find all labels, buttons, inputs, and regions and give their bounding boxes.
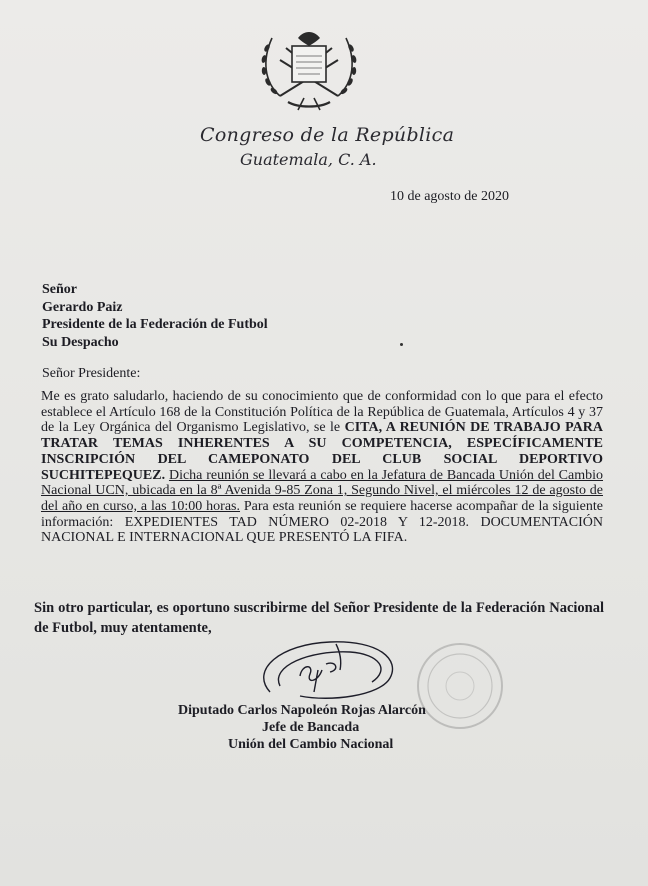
closing-paragraph: Sin otro particular, es oportuno suscribirme del Señor Presidente de la Federación Nacional de Futbol, muy atentamente, [34, 600, 604, 636]
handwritten-signature [240, 630, 410, 705]
salutation: Señor Presidente: [42, 366, 141, 381]
body-citation: CITA, A REUNIÓN DE TRABAJO PARA TRATAR TEMAS INHERENTES A SU COMPETENCIA, ESPECÍFICAMENTE INSCRIPCIÓN DEL CAMEPONATO DEL CLUB SOCIAL DEPORTIVO SUCHITEPEQUEZ. [41, 420, 603, 483]
coat-of-arms-seal [258, 26, 360, 112]
body-meeting-location: Dicha reunión se llevará a cabo en la Jefatura de Bancada Unión del Cambio Nacional UCN, ubicada en la 8ª Avenida 9-85 Zona 1, Segundo Nivel, el miércoles 12 de agosto de del año en curso, a las 10:00 horas. [41, 467, 604, 514]
recipient-name: Gerardo Paiz [42, 299, 123, 315]
signer-party: Unión del Cambio Nacional [228, 737, 394, 752]
recipient-office: Su Despacho [42, 334, 119, 350]
body-requirements: Para esta reunión se requiere hacerse acompañar de la siguiente información: EXPEDIENTES TAD NÚMERO 02-2018 Y 12-2018. DOCUMENTACIÓN NACIONAL E INTERNACIONAL QUE PRESENTÓ LA FIFA. [41, 498, 603, 546]
letter-body [41, 389, 603, 546]
signer-title: Jefe de Bancada [262, 720, 360, 735]
body-intro: Me es grato saludarlo, haciendo de su conocimiento que de conformidad con lo que para el efecto establece el Artículo 168 de la Constitución Política de la República de Guatemala, Artículos 4 y 37 de la Ley Orgánica del Organismo Legislativo, se le [41, 389, 603, 436]
ink-dot [400, 343, 403, 346]
letterhead-city: Guatemala, C. A. [240, 150, 377, 169]
signer-block [178, 702, 478, 753]
recipient-line: Señor [42, 282, 77, 297]
recipient-block [42, 281, 268, 351]
letterhead-organization: Congreso de la República [200, 124, 455, 146]
letter-date: 10 de agosto de 2020 [390, 189, 509, 204]
recipient-title: Presidente de la Federación de Futbol [42, 317, 268, 332]
signer-name: Diputado Carlos Napoleón Rojas Alarcón [178, 703, 426, 718]
